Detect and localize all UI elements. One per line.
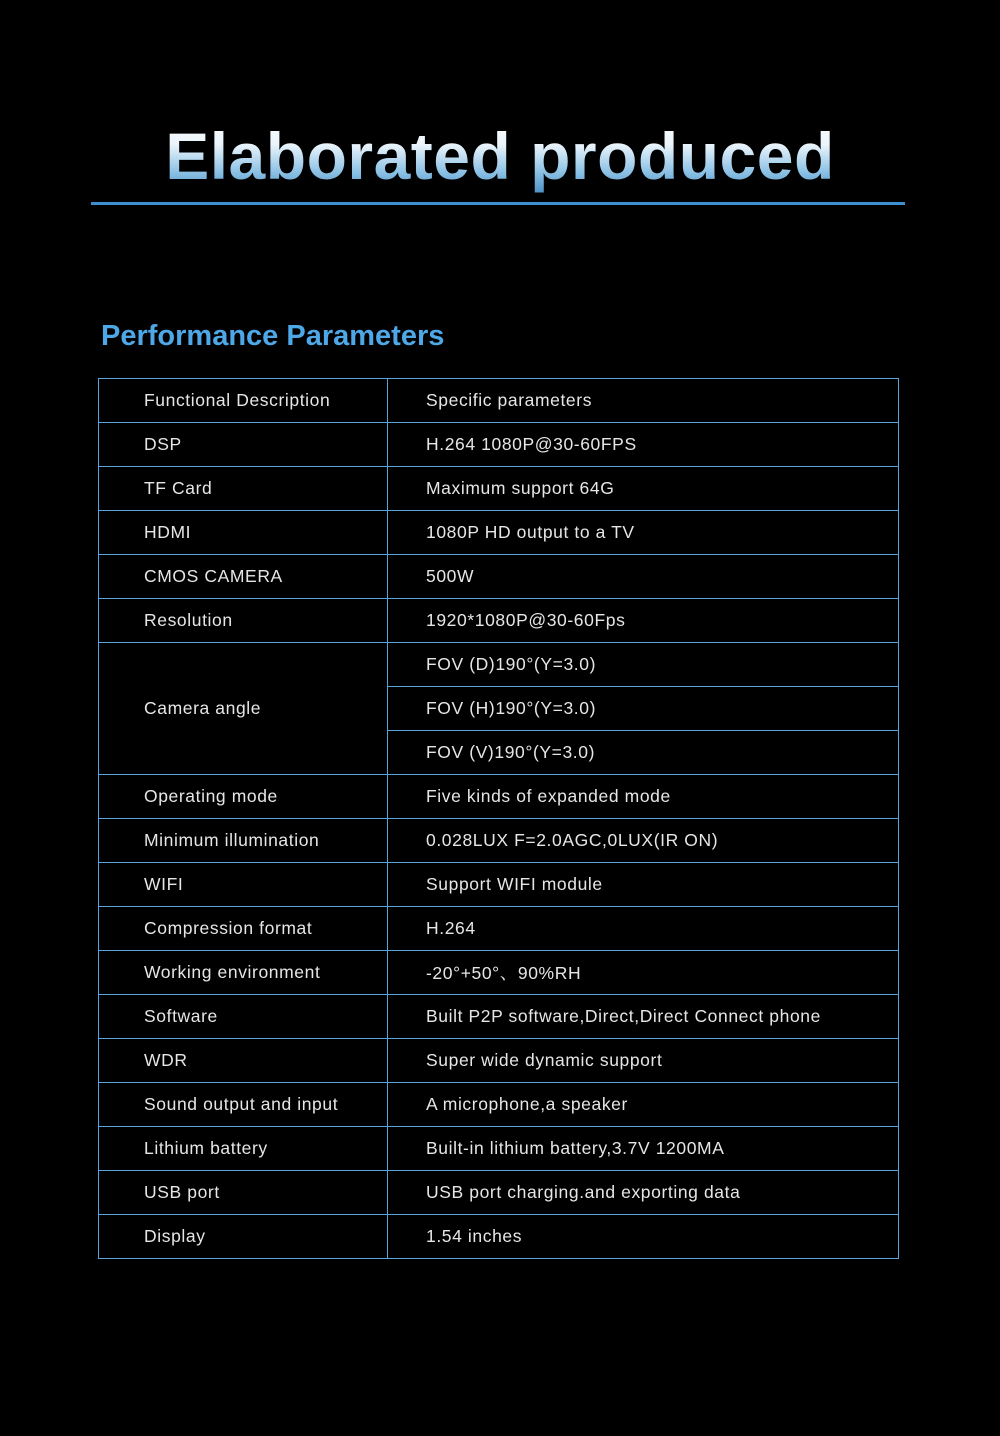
row-value: 1920*1080P@30-60Fps <box>388 599 899 643</box>
table-row <box>99 511 899 555</box>
row-value: USB port charging.and exporting data <box>388 1171 899 1215</box>
table-row <box>99 775 899 819</box>
row-value: H.264 <box>388 907 899 951</box>
row-label: USB port <box>99 1171 388 1215</box>
row-value: 1080P HD output to a TV <box>388 511 899 555</box>
table-row <box>99 555 899 599</box>
table-row <box>99 1083 899 1127</box>
row-value: H.264 1080P@30-60FPS <box>388 423 899 467</box>
row-label: TF Card <box>99 467 388 511</box>
table-row <box>99 907 899 951</box>
row-label: Operating mode <box>99 775 388 819</box>
row-value: Support WIFI module <box>388 863 899 907</box>
parameters-table <box>98 378 899 1259</box>
table-row <box>99 1039 899 1083</box>
section-title: Performance Parameters <box>101 320 445 352</box>
row-value: Built-in lithium battery,3.7V 1200MA <box>388 1127 899 1171</box>
row-label: DSP <box>99 423 388 467</box>
row-value: -20°+50°、90%RH <box>388 951 899 995</box>
header-cell-parameters: Specific parameters <box>388 379 899 423</box>
row-label: Software <box>99 995 388 1039</box>
table-row-camera-angle <box>99 643 899 687</box>
table-row <box>99 467 899 511</box>
row-label: Resolution <box>99 599 388 643</box>
row-value: FOV (V)190°(Y=3.0) <box>388 731 899 775</box>
row-value: A microphone,a speaker <box>388 1083 899 1127</box>
table-row <box>99 423 899 467</box>
table-row <box>99 1215 899 1259</box>
table-row <box>99 1127 899 1171</box>
row-label: Minimum illumination <box>99 819 388 863</box>
row-value: Super wide dynamic support <box>388 1039 899 1083</box>
table-header-row <box>99 379 899 423</box>
row-label: Compression format <box>99 907 388 951</box>
row-label: WDR <box>99 1039 388 1083</box>
row-label: CMOS CAMERA <box>99 555 388 599</box>
title-divider <box>91 202 905 205</box>
table-row <box>99 1171 899 1215</box>
row-value: 500W <box>388 555 899 599</box>
row-value: Maximum support 64G <box>388 467 899 511</box>
row-value: Built P2P software,Direct,Direct Connect phone <box>388 995 899 1039</box>
row-label: Working environment <box>99 951 388 995</box>
table-row <box>99 863 899 907</box>
page-title: Elaborated produced <box>0 118 1000 194</box>
header-cell-description: Functional Description <box>99 379 388 423</box>
row-label: Display <box>99 1215 388 1259</box>
row-label: WIFI <box>99 863 388 907</box>
table-row <box>99 819 899 863</box>
row-value: FOV (D)190°(Y=3.0) <box>388 643 899 687</box>
row-value: 0.028LUX F=2.0AGC,0LUX(IR ON) <box>388 819 899 863</box>
row-value: Five kinds of expanded mode <box>388 775 899 819</box>
table-row <box>99 599 899 643</box>
row-label: HDMI <box>99 511 388 555</box>
table-row <box>99 995 899 1039</box>
table-row <box>99 951 899 995</box>
row-value: FOV (H)190°(Y=3.0) <box>388 687 899 731</box>
row-label: Camera angle <box>99 643 388 775</box>
row-label: Lithium battery <box>99 1127 388 1171</box>
row-value: 1.54 inches <box>388 1215 899 1259</box>
row-label: Sound output and input <box>99 1083 388 1127</box>
